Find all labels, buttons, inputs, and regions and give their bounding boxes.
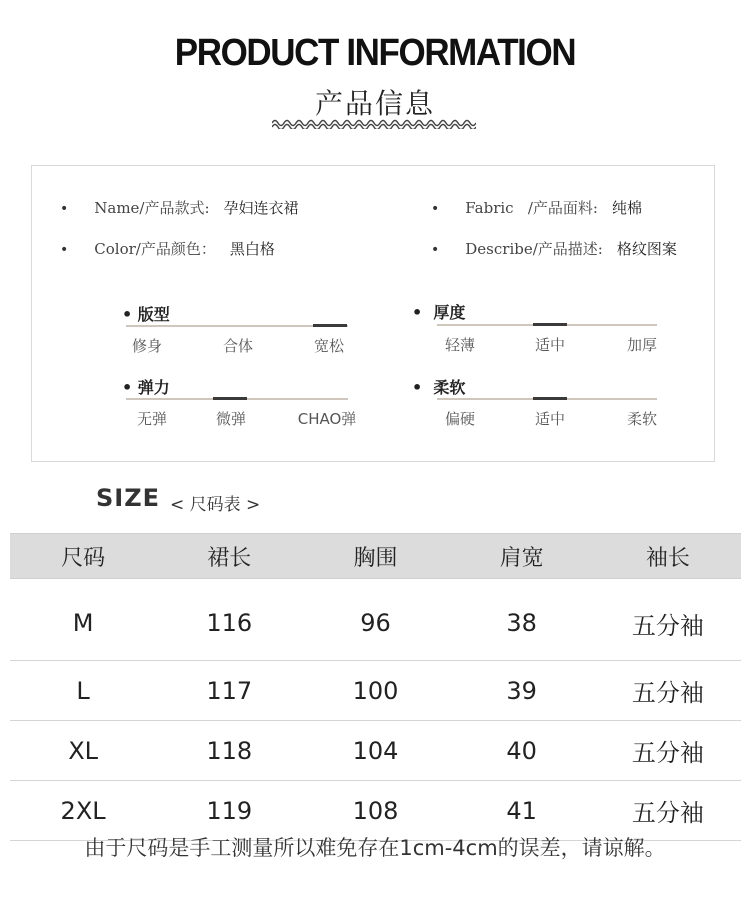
- info-row-describe: [431, 238, 677, 259]
- table-cell: 116: [156, 579, 302, 661]
- table-header-cell: 裙长: [156, 534, 302, 579]
- table-cell: 41: [449, 781, 595, 841]
- scale-title-thickness: • 厚度: [412, 303, 466, 322]
- table-cell: L: [10, 661, 156, 721]
- info-label: Describe/产品描述:: [465, 240, 603, 258]
- table-cell: 40: [449, 721, 595, 781]
- info-row-color: [60, 238, 275, 259]
- scale-title-softness: • 柔软: [412, 378, 466, 397]
- table-cell: 119: [156, 781, 302, 841]
- scale-option: 偏硬: [444, 410, 475, 428]
- info-value: 纯棉: [611, 199, 642, 217]
- scale-option: 加厚: [626, 336, 657, 354]
- table-cell: 117: [156, 661, 302, 721]
- info-row-fabric: [431, 197, 642, 218]
- wave-divider-icon: [272, 117, 476, 129]
- table-row: [10, 721, 741, 781]
- table-header-cell: 尺码: [10, 534, 156, 579]
- scale-option: 宽松: [313, 337, 344, 355]
- bullet-icon: •: [431, 201, 440, 217]
- scale-option: 柔软: [626, 410, 657, 428]
- table-cell: 39: [449, 661, 595, 721]
- table-header-cell: 肩宽: [449, 534, 595, 579]
- table-cell: 五分袖: [595, 661, 741, 721]
- table-cell: 100: [302, 661, 448, 721]
- table-cell: 2XL: [10, 781, 156, 841]
- table-row: [10, 579, 741, 661]
- bullet-icon: •: [60, 242, 69, 258]
- scale-option: 适中: [534, 410, 565, 428]
- scale-option: 无弹: [136, 410, 167, 428]
- scale-title-fit: • 版型: [122, 305, 170, 324]
- table-row: [10, 661, 741, 721]
- info-value: 孕妇连衣裙: [223, 199, 299, 217]
- table-header-row: [10, 534, 741, 579]
- table-cell: XL: [10, 721, 156, 781]
- scale-marker-elasticity: [213, 397, 247, 400]
- table-header-cell: 胸围: [302, 534, 448, 579]
- table-cell: 五分袖: [595, 579, 741, 661]
- title-english: PRODUCT INFORMATION: [174, 32, 576, 74]
- table-header-cell: 袖长: [595, 534, 741, 579]
- scale-option: 修身: [131, 337, 162, 355]
- info-label: Name/产品款式:: [94, 199, 210, 217]
- table-cell: 96: [302, 579, 448, 661]
- scale-marker-thickness: [533, 323, 567, 326]
- info-value: 格纹图案: [616, 240, 677, 258]
- info-row-name: [60, 197, 299, 218]
- scale-marker-softness: [533, 397, 567, 400]
- scale-option: CHAO弹: [297, 410, 357, 428]
- scale-option: 轻薄: [444, 336, 475, 354]
- size-table: [10, 533, 741, 841]
- info-value: 黑白格: [229, 240, 275, 258]
- table-cell: 118: [156, 721, 302, 781]
- table-cell: 108: [302, 781, 448, 841]
- table-cell: M: [10, 579, 156, 661]
- bullet-icon: •: [431, 242, 440, 258]
- table-cell: 五分袖: [595, 721, 741, 781]
- scale-title-elasticity: • 弹力: [122, 378, 170, 397]
- info-label: Fabric /产品面料:: [465, 199, 598, 217]
- scale-option: 合体: [222, 337, 253, 355]
- scale-option: 适中: [534, 336, 565, 354]
- bullet-icon: •: [60, 201, 69, 217]
- size-note: 由于尺码是手工测量所以难免存在1cm-4cm的误差，请谅解。: [84, 836, 666, 860]
- table-cell: 五分袖: [595, 781, 741, 841]
- table-cell: 38: [449, 579, 595, 661]
- scale-option: 微弹: [215, 410, 246, 428]
- size-subtitle: < 尺码表 >: [170, 495, 261, 515]
- size-title: SIZE: [96, 484, 161, 512]
- title-chinese: 产品信息: [314, 87, 435, 120]
- info-label: Color/产品颜色：: [94, 240, 216, 258]
- scale-marker-fit: [313, 324, 347, 327]
- table-cell: 104: [302, 721, 448, 781]
